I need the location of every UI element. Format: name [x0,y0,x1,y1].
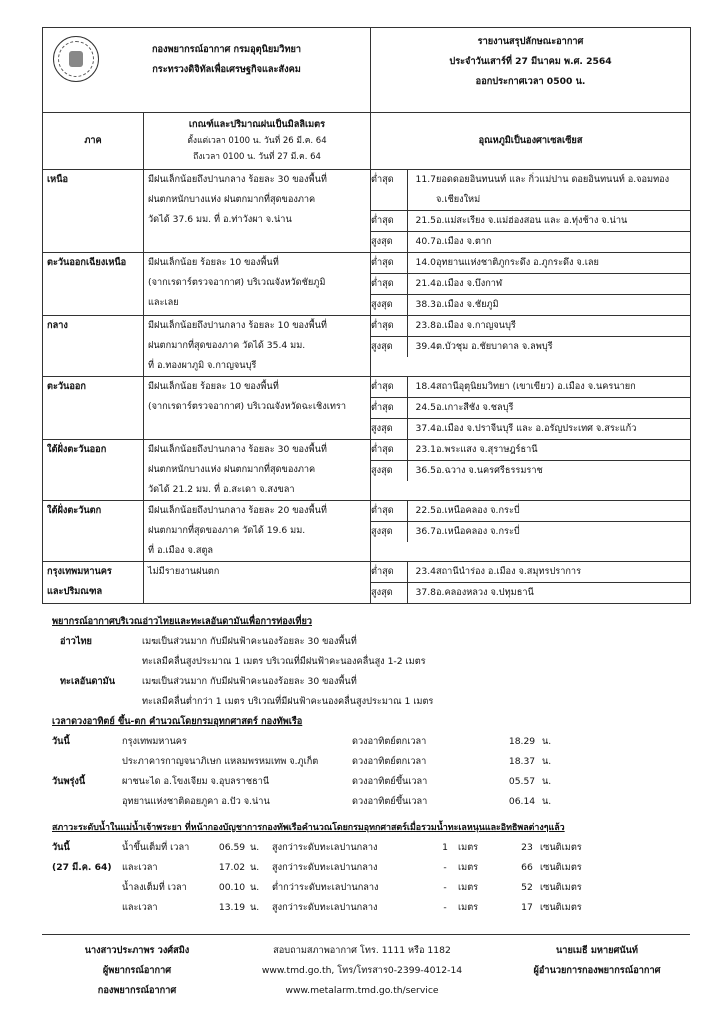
sun-day [52,752,122,772]
sun-row [52,792,562,812]
rain-criteria [144,562,371,604]
tide-meters-unit: เมตร [458,882,479,893]
region-name-line: ตะวันออก [47,381,86,392]
temp-value: 24.5 [408,398,437,419]
temp-label: ต่ำสุด [371,440,408,461]
temp-value: 36.7 [415,526,437,537]
temp-label: สูงสุด [371,522,408,543]
marine-area: ทะเลอันดามัน [60,676,116,687]
temp-location-line: อ.เมือง จ.ตาก [436,236,492,247]
tide-time: 17.02 [218,862,246,873]
sun-day: วันพรุ่งนี้ [52,776,86,787]
region-name [43,562,144,604]
report-date: ประจำวันเสาร์ที่ 27 มีนาคม พ.ศ. 2564 [449,56,612,67]
rain-line: วัดได้ 21.2 มม. ที่ อ.สะเดา จ.สงขลา [148,484,295,495]
marine-forecast-line: เมฆเป็นส่วนมาก กับมีฝนฟ้าคะนองร้อยละ 30 ของพื้นที่ [142,636,357,647]
temp-location-line: อ.เหนือคลอง จ.กระบี่ [436,505,520,516]
temperature-cell [371,440,691,501]
region-name-line: ใต้ฝั่งตะวันออก [47,444,107,455]
temp-location [436,522,690,543]
temperature-table [371,253,690,315]
region-name-line: และปริมณฑล [47,586,103,597]
region-name [43,377,144,440]
sun-place: อุทยานแห่งชาติดอยภูคา อ.ปัว จ.น่าน [122,796,270,807]
rain-line: ไม่มีรายงานฝนตก [148,566,220,577]
tide-time: 00.10 [218,882,246,893]
rain-line: ฝนตกมากที่สุดของภาค วัดได้ 35.4 มม. [148,340,306,351]
rain-line: (จากเรดาร์ตรวจอากาศ) บริเวณจังหวัดชัยภูมิ [148,277,326,288]
tide-table [52,838,600,918]
region-name [43,170,144,253]
temp-location [436,398,690,419]
tide-meters-unit: เมตร [458,862,479,873]
sun-row [52,752,562,772]
rain-criteria [144,440,371,501]
region-row [43,562,691,604]
forecaster-role: ผู้พยากรณ์อากาศ [102,965,172,976]
temperature-cell [371,377,691,440]
header-left-cell [43,28,371,113]
temp-value: 37.8 [415,587,437,598]
temp-label: ต่ำสุด [371,377,408,398]
temp-value: 11.7 [408,170,437,211]
temperature-row [371,377,690,398]
footer-divider [42,934,690,935]
temp-location-line: อ.เกาะสีชัง จ.ชลบุรี [436,402,514,413]
temp-column-header: อุณหภูมิเป็นองศาเซลเซียส [371,113,691,170]
rain-criteria [144,501,371,562]
temperature-row [371,501,690,522]
temperature-row [371,440,690,461]
rain-line: มีฝนเล็กน้อยถึงปานกลาง ร้อยละ 30 ของพื้นที่ [148,174,327,185]
temp-label: ต่ำสุด [371,274,408,295]
sun-title: เวลาดวงอาทิตย์ ขึ้น-ตก คำนวณโดยกรมอุทกศาสตร์ กองทัพเรือ [52,716,303,727]
temp-value: 23.1 [408,440,437,461]
temp-label: ต่ำสุด [371,316,408,337]
rain-line: วัดได้ 37.6 มม. ที่ อ.ท่าวังผา จ.น่าน [148,214,292,225]
marine-forecast-line: เมฆเป็นส่วนมาก กับมีฝนฟ้าคะนองร้อยละ 30 ของพื้นที่ [142,676,357,687]
region-row [43,170,691,253]
temp-value: 14.0 [408,253,437,274]
tide-cm: 17 [521,902,533,913]
tide-day: วันนี้ [52,842,70,853]
sun-day [52,792,122,812]
tide-cm-unit: เซนติเมตร [540,862,582,873]
region-name-line: ตะวันออกเฉียงเหนือ [47,257,127,268]
tide-row [52,838,600,858]
sun-unit: น. [542,756,552,767]
marine-table [60,632,433,712]
rain-line: ที่ อ.ทองผาภูมิ จ.กาญจนบุรี [148,360,257,371]
rain-column-header [144,113,371,170]
temp-location-line: ต.บัวชุม อ.ชัยบาดาล จ.ลพบุรี [436,341,553,352]
tide-desc: ต่ำกว่าระดับทะเลปานกลาง [272,882,379,893]
sun-time: 06.14 [508,796,536,807]
temp-location [436,295,690,316]
tide-unit: น. [250,882,260,893]
region-row [43,377,691,440]
temperature-cell [371,253,691,316]
tide-meters: 1 [442,842,448,853]
marine-area: อ่าวไทย [60,636,92,647]
temp-value: 39.4 [415,341,437,352]
contact-service-link[interactable]: www.metalarm.tmd.go.th/service [285,985,439,996]
temperature-row [371,316,690,337]
marine-forecast-line: ทะเลมีคลื่นต่ำกว่า 1 เมตร บริเวณที่มีฝนฟ้าคะนองคลื่นสูงประมาณ 1 เมตร [142,696,434,707]
header-right-cell [371,28,691,113]
director-name: นายเมธี มหายศนันท์ [556,945,638,956]
sun-row [52,732,562,752]
temp-value: 38.3 [415,299,437,310]
temperature-row [371,232,690,253]
temp-value: 21.4 [408,274,437,295]
rain-line: มีฝนเล็กน้อย ร้อยละ 10 ของพื้นที่ [148,257,279,268]
sun-row [52,772,562,792]
temperature-row [371,522,690,543]
tide-spacer [52,878,122,898]
region-row [43,440,691,501]
temperature-row [371,274,690,295]
temperature-row [371,170,690,211]
temp-location-line: ยอดดอยอินทนนท์ และ กิ่วแม่ปาน ดอยอินทนนท์ อ.จอมทอง [436,174,670,185]
temp-location-line: อุทยานแห่งชาติภูกระดึง อ.ภูกระดึง จ.เลย [436,257,599,268]
temp-location-line: สถานีนำร่อง อ.เมือง จ.สมุทรปราการ [436,566,582,577]
tide-row [52,878,600,898]
region-name [43,501,144,562]
region-name-line: กรุงเทพมหานคร [47,566,112,577]
temperature-row [371,419,690,440]
tide-meters: - [443,882,447,893]
temp-location [436,211,690,232]
region-name [43,253,144,316]
forecaster-name: นางสาวประภาพร วงศ์สมิง [84,945,190,956]
director-role: ผู้อำนวยการกองพยากรณ์อากาศ [533,965,661,976]
temp-location-line: อ.พระแสง จ.สุราษฎร์ธานี [436,444,538,455]
sun-place: ประภาคารกาญจนาภิเษก แหลมพรหมเทพ จ.ภูเก็ต [122,756,319,767]
temperature-table [371,440,690,481]
tide-event: น้ำขึ้นเต็มที่ เวลา [122,842,190,853]
temperature-table [371,377,690,439]
region-name [43,316,144,377]
report-issue-time: ออกประกาศเวลา 0500 น. [475,76,586,87]
tide-row [52,898,600,918]
tide-cm: 66 [521,862,533,873]
temperature-table [371,316,690,357]
marine-forecast-section [52,612,692,712]
sun-time: 05.57 [508,776,536,787]
sun-unit: น. [542,776,552,787]
temperature-row [371,562,690,583]
tide-time: 13.19 [218,902,246,913]
footer-forecaster [62,941,212,1001]
tide-unit: น. [250,902,260,913]
tide-cm-unit: เซนติเมตร [540,882,582,893]
marine-row [60,652,433,672]
contact-phone: สอบถามสภาพอากาศ โทร. 1111 หรือ 1182 [273,945,451,956]
sun-event: ดวงอาทิตย์ตกเวลา [352,756,427,767]
tide-meters: - [443,862,447,873]
marine-area [60,692,142,712]
sun-table [52,732,562,812]
temperature-table [371,170,690,252]
temperature-cell [371,562,691,604]
rain-line: ฝนตกมากที่สุดของภาค วัดได้ 19.6 มม. [148,525,306,536]
temperature-table [371,501,690,542]
temp-label: ต่ำสุด [371,562,408,583]
marine-area [60,652,142,672]
temperature-row [371,253,690,274]
temp-location [436,419,690,440]
tide-spacer [52,898,122,918]
temp-value: 23.4 [408,562,437,583]
rain-line: (จากเรดาร์ตรวจอากาศ) บริเวณจังหวัดฉะเชิงเทรา [148,401,346,412]
region-row [43,253,691,316]
tide-section [52,818,692,918]
forecaster-division: กองพยากรณ์อากาศ [97,985,177,996]
region-name [43,440,144,501]
marine-row [60,632,433,652]
temperature-row [371,461,690,482]
rain-column-from: ตั้งแต่เวลา 0100 น. วันที่ 26 มี.ค. 64 [187,136,327,146]
tide-time: 06.59 [218,842,246,853]
footer-director [502,941,692,981]
temp-location-line: สถานีอุตุนิยมวิทยา (เขาเขียว) อ.เมือง จ.นครนายก [436,381,636,392]
sun-place: ผาชนะได อ.โขงเจียม จ.อุบลราชธานี [122,776,270,787]
region-name-line: ใต้ฝั่งตะวันตก [47,505,102,516]
temp-location [436,274,690,295]
temp-location-line: อ.เมือง จ.กาญจนบุรี [436,320,516,331]
header-ministry: กระทรวงดิจิทัลเพื่อเศรษฐกิจและสังคม [152,64,301,75]
sun-time: 18.29 [508,736,536,747]
tide-unit: น. [250,842,260,853]
tide-desc: สูงกว่าระดับทะเลปานกลาง [272,842,378,853]
temp-label: ต่ำสุด [371,253,408,274]
temp-location [436,440,690,461]
sun-event: ดวงอาทิตย์ตกเวลา [352,736,427,747]
tide-cm-unit: เซนติเมตร [540,842,582,853]
temperature-row [371,337,690,358]
temp-value: 23.8 [408,316,437,337]
temp-location-line: อ.คลองหลวง จ.ปทุมธานี [436,587,534,598]
marine-title: พยากรณ์อากาศบริเวณอ่าวไทยและทะเลอันดามันเพื่อการท่องเที่ยว [52,616,313,627]
tide-event: และเวลา [122,862,158,873]
sun-time: 18.37 [508,756,536,767]
region-name-line: กลาง [47,320,68,331]
sun-times-section [52,712,692,812]
rain-criteria [144,377,371,440]
temperature-table [371,562,690,603]
tide-cm: 52 [521,882,533,893]
temp-value: 22.5 [408,501,437,522]
temp-location-line: อ.เมือง จ.ชัยภูมิ [436,299,499,310]
rain-criteria [144,316,371,377]
marine-row [60,692,433,712]
temperature-row [371,398,690,419]
temp-location-line: อ.ฉวาง จ.นครศรีธรรมราช [436,465,543,476]
region-row [43,501,691,562]
tide-event: และเวลา [122,902,158,913]
tide-title: สภาวะระดับน้ำในแม่น้ำเจ้าพระยา ที่หน้ากองบัญชาการกองทัพเรือคำนวณโดยกรมอุทกศาสตร์เมื่อรวมน้ำทะเลหนุนและอิทธิพลต่างๆแล้ว [52,823,565,833]
tide-desc: สูงกว่าระดับทะเลปานกลาง [272,902,378,913]
tide-meters-unit: เมตร [458,842,479,853]
temp-location [436,562,690,583]
temp-label: สูงสุด [371,461,408,482]
temp-location [436,232,690,253]
tide-desc: สูงกว่าระดับทะเลปานกลาง [272,862,378,873]
temp-location [436,170,690,211]
temp-label: สูงสุด [371,337,408,358]
weather-summary-table [42,27,691,604]
temp-location-line: จ.เชียงใหม่ [436,194,481,205]
temp-value: 18.4 [408,377,437,398]
sun-unit: น. [542,796,552,807]
tide-cm-unit: เซนติเมตร [540,902,582,913]
tmd-logo-icon [53,36,99,82]
temp-location [436,316,690,337]
temperature-cell [371,316,691,377]
rain-line: มีฝนเล็กน้อยถึงปานกลาง ร้อยละ 30 ของพื้นที่ [148,444,327,455]
tide-unit: น. [250,862,260,873]
temp-label: ต่ำสุด [371,501,408,522]
temperature-row [371,583,690,604]
rain-criteria [144,253,371,316]
temperature-cell [371,501,691,562]
temp-value: 21.5 [408,211,437,232]
temp-label: ต่ำสุด [371,170,408,211]
temp-location [436,583,690,604]
tide-cm: 23 [521,842,533,853]
temp-location [436,253,690,274]
tide-meters-unit: เมตร [458,902,479,913]
rain-line: และเลย [148,297,179,308]
region-row [43,316,691,377]
footer-contact [222,941,502,1001]
temp-label: สูงสุด [371,295,408,316]
temperature-row [371,295,690,316]
sun-place: กรุงเทพมหานคร [122,736,187,747]
sun-event: ดวงอาทิตย์ขึ้นเวลา [352,796,428,807]
rain-line: มีฝนเล็กน้อยถึงปานกลาง ร้อยละ 20 ของพื้นที่ [148,505,327,516]
sun-event: ดวงอาทิตย์ขึ้นเวลา [352,776,428,787]
rain-line: ฝนตกหนักบางแห่ง ฝนตกมากที่สุดของภาค [148,464,316,475]
temp-location [436,377,690,398]
temperature-row [371,211,690,232]
region-name-line: เหนือ [47,174,68,185]
region-column-header: ภาค [43,113,144,170]
rain-line: ที่ อ.เมือง จ.สตูล [148,545,214,556]
temp-label: สูงสุด [371,419,408,440]
temperature-cell [371,170,691,253]
header-department: กองพยากรณ์อากาศ กรมอุตุนิยมวิทยา [151,44,302,55]
rain-line: มีฝนเล็กน้อย ร้อยละ 10 ของพื้นที่ [148,381,279,392]
marine-row [60,672,433,692]
rain-line: มีฝนเล็กน้อยถึงปานกลาง ร้อยละ 10 ของพื้นที่ [148,320,327,331]
temp-value: 37.4 [415,423,437,434]
sun-day: วันนี้ [52,736,70,747]
rain-line: ฝนตกหนักบางแห่ง ฝนตกมากที่สุดของภาค [148,194,316,205]
report-title: รายงานสรุปลักษณะอากาศ [477,36,584,47]
temp-value: 36.5 [415,465,437,476]
temp-location [436,501,690,522]
sun-unit: น. [542,736,552,747]
temp-location-line: อ.เมือง จ.ปราจีนบุรี และ อ.อรัญประเทศ จ.สระแก้ว [436,423,637,434]
rain-column-to: ถึงเวลา 0100 น. วันที่ 27 มี.ค. 64 [193,152,321,162]
contact-website-link[interactable]: www.tmd.go.th, โทร/โทรสาร0-2399-4012-14 [261,965,463,976]
temp-label: สูงสุด [371,232,408,253]
rain-criteria [144,170,371,253]
temp-label: สูงสุด [371,583,408,604]
temp-value: 40.7 [415,236,437,247]
temp-label: ต่ำสุด [371,398,408,419]
rain-column-title: เกณฑ์และปริมาณฝนเป็นมิลลิเมตร [188,119,326,130]
temp-location [436,337,690,358]
tide-event: น้ำลงเต็มที่ เวลา [122,882,187,893]
tide-row [52,858,600,878]
tide-meters: - [443,902,447,913]
temp-label: ต่ำสุด [371,211,408,232]
tide-date: (27 มี.ค. 64) [52,862,112,873]
temp-location-line: อ.แม่สะเรียง จ.แม่ฮ่องสอน และ อ.ทุ่งช้าง จ.น่าน [436,215,628,226]
temp-location-line: อ.เหนือคลอง จ.กระบี่ [436,526,520,537]
temp-location [436,461,690,482]
marine-forecast-line: ทะเลมีคลื่นสูงประมาณ 1 เมตร บริเวณที่มีฝนฟ้าคะนองคลื่นสูง 1-2 เมตร [142,656,426,667]
temp-location-line: อ.เมือง จ.บึงกาฬ [436,278,503,289]
